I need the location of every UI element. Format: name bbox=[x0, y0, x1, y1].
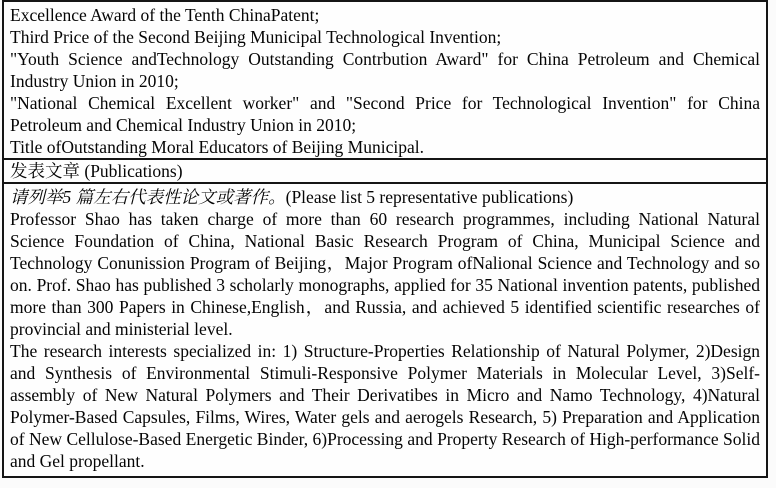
publications-prompt bbox=[10, 186, 760, 208]
publications-prompt-zh: 请列举5 篇左右代表性论文或著作。 bbox=[10, 187, 286, 207]
awards-cell bbox=[4, 2, 766, 158]
award-item: "National Chemical Excellent worker" and "Second Price for Technological Invention" for China Petroleum and Chemical Industry Union in 2010; bbox=[10, 93, 760, 135]
publications-paragraph: Professor Shao has taken charge of more than 60 research programmes, including National Natural Science Foundation of China, National Basic Research Program of China, Municipal Science and Technology Conunission Program of Beijing，Major Program ofNalional Science and Technology and so on. Prof. Shao has published 3 scholarly monographs, applied for 35 National invention patents, published more than 300 Papers in Chinese,English，and Russia, and achieved 5 identified scientific researches of provincial and ministerial level. bbox=[10, 209, 760, 339]
cv-form-table bbox=[2, 0, 768, 478]
publications-header-row bbox=[4, 158, 766, 184]
publications-header-label: 发表文章 (Publications) bbox=[10, 161, 183, 181]
publications-prompt-en: (Please list 5 representative publications) bbox=[285, 187, 574, 207]
publications-paragraph: The research interests specialized in: 1) Structure-Properties Relationship of Natural Polymer, 2)Design and Synthesis of Environmental Stimuli-Responsive Polymer Materials in Molecular Level, 3)Self-assembly of New Natural Polymers and Their Derivatibes in Micro and Namo Technology, 4)Natural Polymer-Based Capsules, Films, Wires, Water gels and aerogels Research, 5) Preparation and Application of New Cellulose-Based Energetic Binder, 6)Processing and Property Research of High-performance Solid and Gel propellant. bbox=[10, 341, 760, 471]
award-item: "Youth Science andTechnology Outstanding Contrbution Award" for China Petroleum and Chemical Industry Union in 2010; bbox=[10, 49, 760, 91]
publications-cell bbox=[4, 184, 766, 476]
award-item: Third Price of the Second Beijing Municipal Technological Invention; bbox=[10, 27, 502, 47]
award-item: Title ofOutstanding Moral Educators of Beijing Municipal. bbox=[10, 137, 424, 157]
award-item: Excellence Award of the Tenth ChinaPatent; bbox=[10, 5, 320, 25]
